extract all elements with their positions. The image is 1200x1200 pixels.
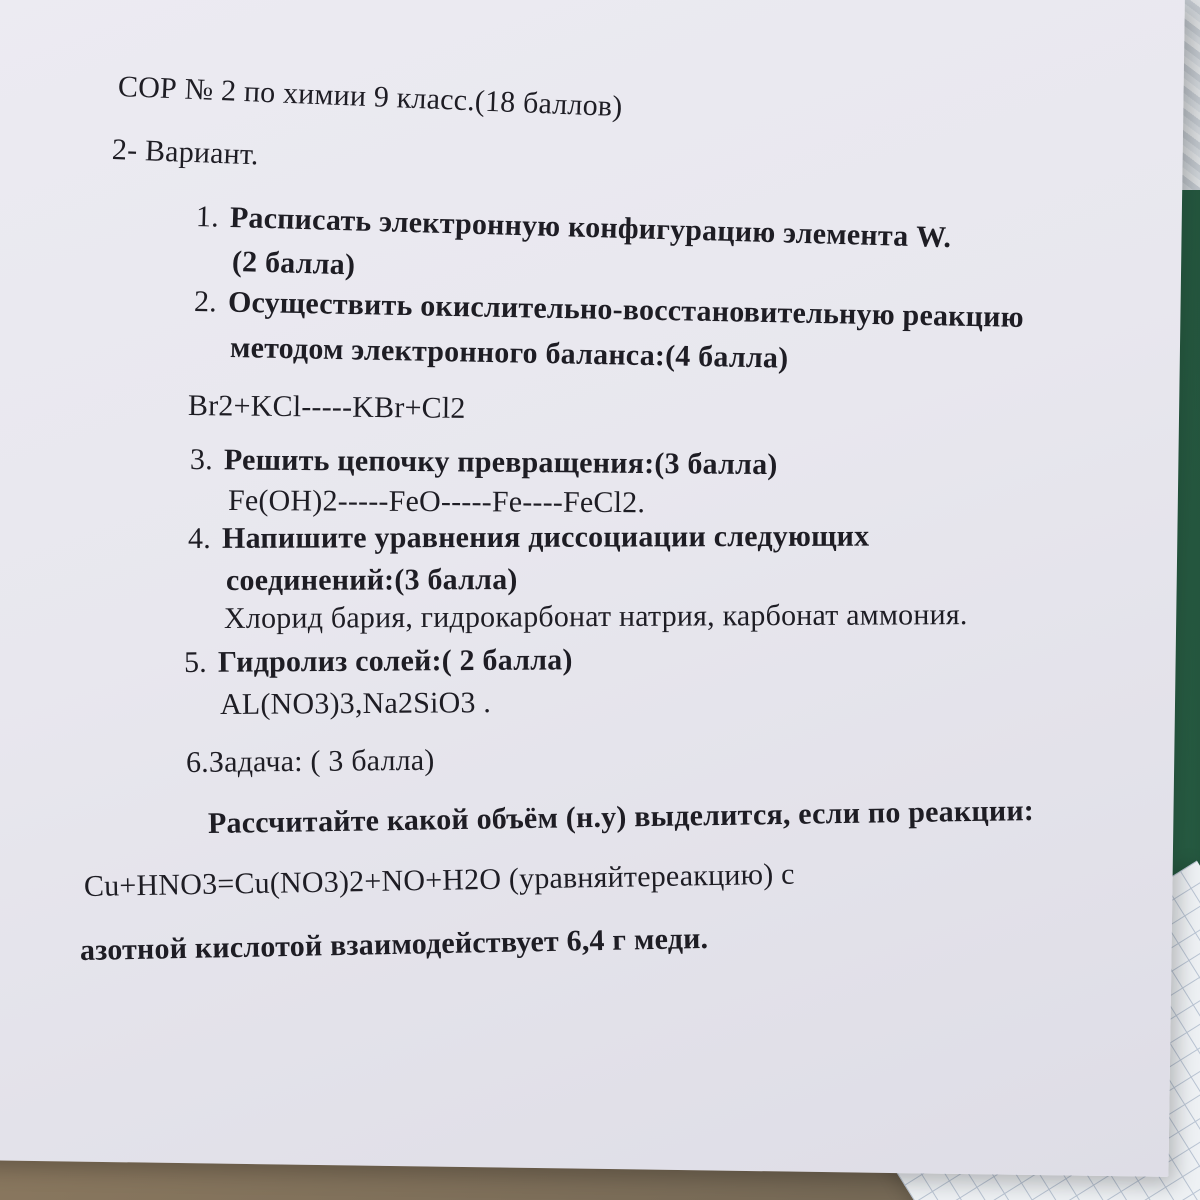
- task-1-number: 1.: [195, 200, 220, 234]
- task-5-number: 5.: [183, 645, 208, 679]
- task-4-number: 4.: [187, 521, 211, 555]
- task-1-text: Расписать электронную конфигурацию элемента W.: [229, 200, 952, 255]
- problem-line-1: Рассчитайте какой объём (н.у) выделится, если по реакции:: [207, 794, 1035, 840]
- task-2-line-2: методом электронного баланса:(4 балла): [229, 331, 789, 375]
- task-4-text: Напишите уравнения диссоциации следующих: [221, 519, 870, 555]
- problem-line-3: азотной кислотой взаимодействует 6,4 г меди.: [79, 921, 709, 967]
- task-4-line-1: [188, 520, 869, 556]
- task-3-number: 3.: [189, 443, 214, 477]
- task-5-text: Гидролиз солей:( 2 балла): [217, 643, 573, 679]
- task-3-text: Решить цепочку превращения:(3 балла): [223, 443, 778, 482]
- variant-label: 2- Вариант.: [111, 133, 260, 172]
- task-2-number: 2.: [193, 285, 218, 319]
- task-1-points: (2 балла): [231, 245, 356, 282]
- task-4-line-3: Хлорид бария, гидрокарбонат натрия, карбонат аммония.: [223, 598, 968, 635]
- task-3-chain: Fe(OH)2-----FeO-----Fe----FeCl2.: [227, 484, 646, 520]
- problem-heading: 6.Задача: ( 3 балла): [185, 743, 435, 779]
- task-2-formula: Br2+KCl-----KBr+Cl2: [187, 389, 466, 425]
- task-2-text: Осуществить окислительно-восстановительную реакцию: [227, 285, 1025, 334]
- task-2-line-1: [194, 285, 1024, 335]
- problem-line-2: Cu+HNO3=Cu(NO3)2+NO+H2O (уравняйтереакцию) с: [83, 857, 795, 903]
- task-4-line-2: соединений:(3 балла): [225, 562, 518, 597]
- task-3-line-1: [190, 443, 778, 482]
- task-5-formula: AL(NO3)3,Na2SiO3 .: [219, 686, 492, 721]
- document-title: СОР № 2 по химии 9 класс.(18 баллов): [117, 70, 624, 124]
- task-5-line-1: [184, 643, 573, 680]
